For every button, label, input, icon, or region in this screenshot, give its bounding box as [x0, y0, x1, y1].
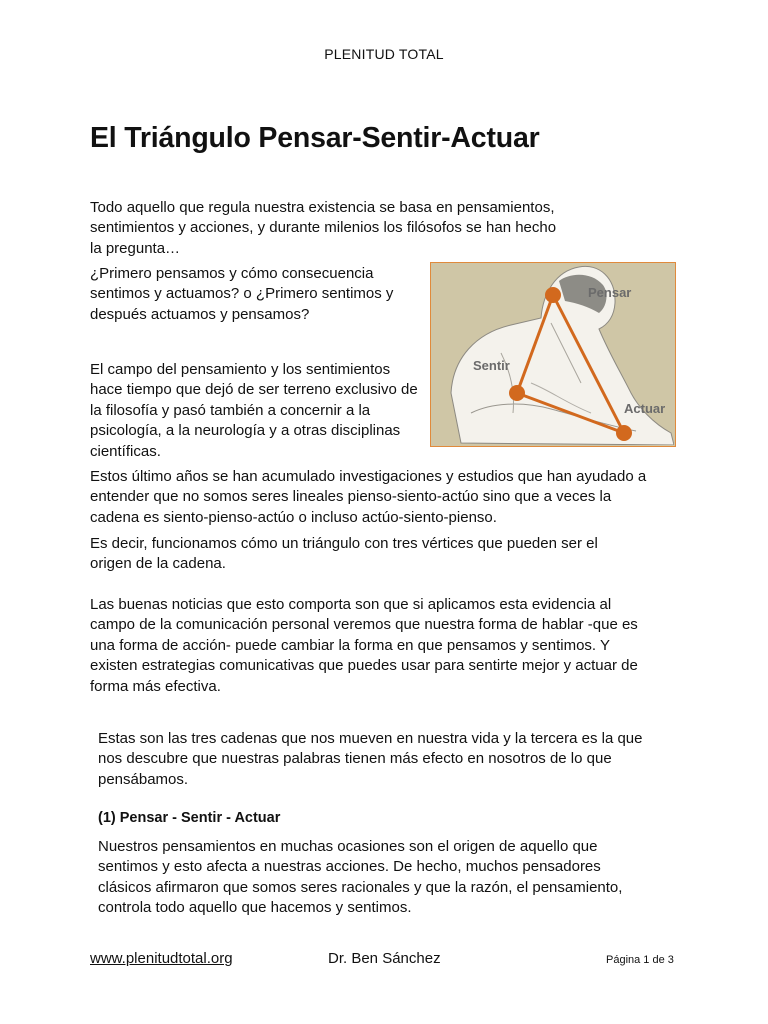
question-paragraph: ¿Primero pensamos y cómo consecuencia sentimos y actuamos? o ¿Primero sentimos y después actuamos y pensamos? [90, 265, 394, 323]
person-sketch [451, 266, 674, 445]
buenas-paragraph: Las buenas noticias que esto comporta son que si aplicamos esta evidencia al campo de la comunicación personal veremos que nuestra forma de hablar -que es una forma de acción- puede cambiar la forma en que pensamos y sentimos. Y existen estrategias comunicativas que puedes usar para sentirte mejor y actuar de forma más efectiva. [90, 596, 638, 695]
campo-paragraph: El campo del pensamiento y los sentimientos hace tiempo que dejó de ser terreno exclusivo de la filosofía y pasó también a concernir a la psicología, a la neurología y a otras disciplinas científicas. [90, 361, 418, 460]
website-link[interactable]: www.plenitudtotal.org [90, 950, 233, 967]
pensar-vertex [545, 287, 561, 303]
decir-paragraph: Es decir, funcionamos cómo un triángulo con tres vértices que pueden ser el origen de la cadena. [90, 535, 598, 573]
triangle-diagram [431, 263, 674, 445]
actuar-label: Actuar [624, 401, 666, 416]
article-title: El Triángulo Pensar-Sentir-Actuar [90, 122, 540, 154]
page-number: Página 1 de 3 [606, 954, 674, 966]
triangle-illustration [430, 262, 676, 447]
running-header: PLENITUD TOTAL [324, 46, 444, 62]
cadenas-paragraph: Estas son las tres cadenas que nos mueven en nuestra vida y la tercera es la que nos descubre que nuestras palabras tienen más efecto en nosotros de lo que pensábamos. [98, 730, 643, 788]
pensamientos-paragraph: Nuestros pensamientos en muchas ocasiones son el origen de aquello que sentimos y esto afecta a nuestras acciones. De hecho, muchos pensadores clásicos afirmaron que somos seres racionales y que la razón, el pensamiento, controla todo aquello que hacemos y sentimos. [98, 838, 623, 917]
estos-paragraph: Estos último años se han acumulado investigaciones y estudios que han ayudado a entender que no somos seres lineales pienso-siento-actúo sino que a veces la cadena es siento-pienso-actúo o incluso actúo-siento-pienso. [90, 468, 647, 526]
sentir-label: Sentir [473, 358, 510, 373]
intro-paragraph: Todo aquello que regula nuestra existencia se basa en pensamientos, sentimientos y acciones, y durante milenios los filósofos se han hecho la pregunta… [90, 199, 557, 257]
sentir-vertex [509, 385, 525, 401]
cadena1-heading: (1) Pensar - Sentir - Actuar [98, 810, 281, 826]
actuar-vertex [616, 425, 632, 441]
footer-author: Dr. Ben Sánchez [328, 950, 441, 967]
pensar-label: Pensar [588, 285, 632, 300]
